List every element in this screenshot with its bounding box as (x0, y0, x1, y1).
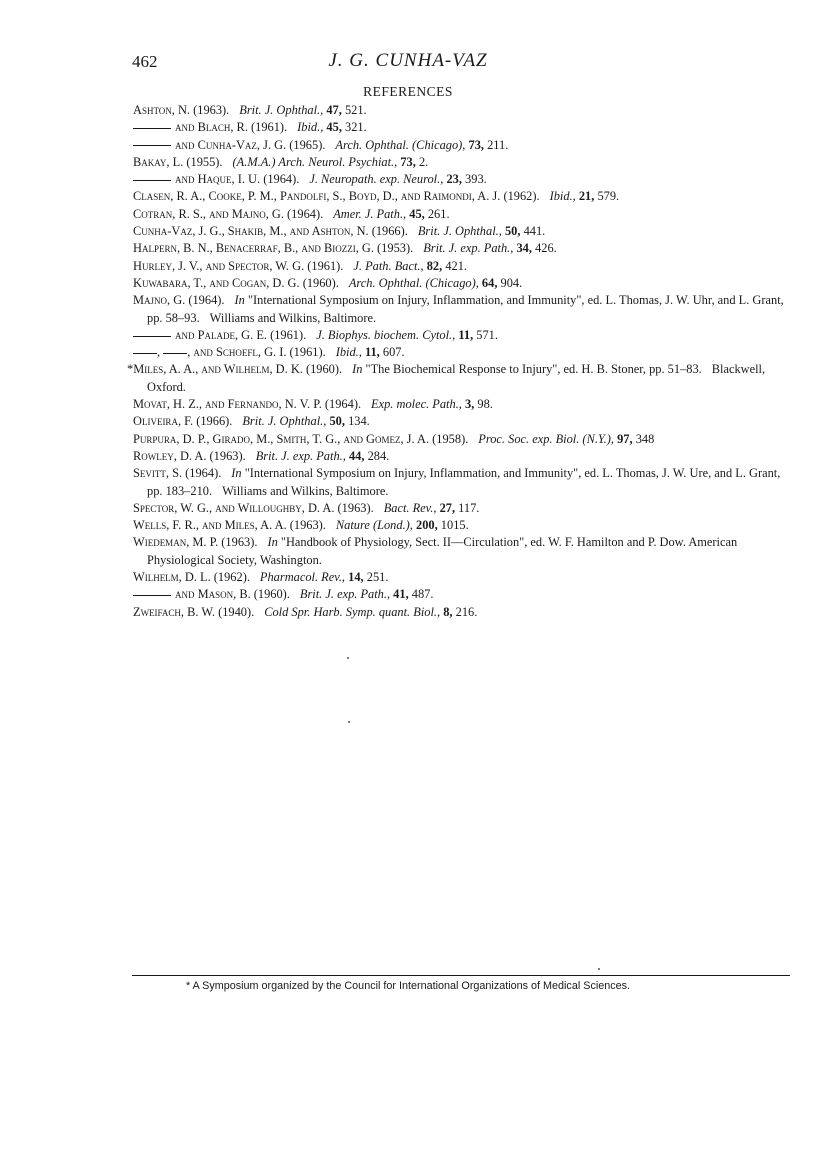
reference-item: Oliveira, F. (1966). Brit. J. Ophthal., 50, 134. (133, 414, 370, 429)
reference-item: Wilhelm, D. L. (1962). Pharmacol. Rev., 14, 251. (133, 570, 389, 585)
reference-item: and Mason, B. (1960). Brit. J. exp. Path., 41, 487. (133, 586, 793, 603)
running-head: J. G. CUNHA-VAZ (328, 50, 488, 71)
footnote-marker: * (127, 362, 134, 377)
reference-item: and Cunha-Vaz, J. G. (1965). Arch. Ophthal. (Chicago), 73, 211. (133, 137, 793, 154)
reference-item: Hurley, J. V., and Spector, W. G. (1961). J. Path. Bact., 82, 421. (133, 258, 468, 273)
reference-item: , , and Schoefl, G. I. (1961). Ibid., 11, 607. (133, 344, 793, 361)
reference-list (127, 102, 793, 621)
reference-item: Rowley, D. A. (1963). Brit. J. exp. Path., 44, 284. (133, 448, 390, 463)
footnote (0, 980, 816, 992)
reference-item: Purpura, D. P., Girado, M., Smith, T. G., and Gomez, J. A. (1958). Proc. Soc. exp. Biol. (N.Y.), 97, 348 (133, 431, 655, 446)
reference-item: *Miles, A. A., and Wilhelm, D. K. (1960). In "The Biochemical Response to Injury", ed. H. B. Stoner, pp. 51–83. Blackwell, Oxford. (127, 362, 769, 394)
reference-item: and Haque, I. U. (1964). J. Neuropath. exp. Neurol., 23, 393. (133, 171, 793, 188)
references-heading: REFERENCES (363, 84, 453, 99)
reference-item: Clasen, R. A., Cooke, P. M., Pandolfi, S., Boyd, D., and Raimondi, A. J. (1962). Ibid., 21, 579. (133, 189, 620, 204)
reference-item: and Blach, R. (1961). Ibid., 45, 321. (133, 119, 793, 136)
reference-item: Cotran, R. S., and Majno, G. (1964). Amer. J. Path., 45, 261. (133, 206, 450, 221)
ditto-rule (133, 595, 171, 596)
reference-item: Sevitt, S. (1964). In "International Symposium on Injury, Inflammation, and Immunity", ed. L. Thomas, J. W. Ure, and L. Grant, pp. 183–210. Williams and Wilkins, Baltimore. (133, 466, 784, 498)
scan-speck (348, 721, 350, 723)
reference-item: and Palade, G. E. (1961). J. Biophys. biochem. Cytol., 11, 571. (133, 327, 793, 344)
ditto-rule (133, 145, 171, 146)
scan-speck (598, 968, 600, 970)
footnote-text: A Symposium organized by the Council for International Organizations of Medical Sciences. (192, 980, 631, 992)
ditto-rule (163, 353, 187, 354)
ditto-rule (133, 353, 157, 354)
reference-item: Kuwabara, T., and Cogan, D. G. (1960). Arch. Ophthal. (Chicago), 64, 904. (133, 275, 523, 290)
reference-item: Cunha-Vaz, J. G., Shakib, M., and Ashton, N. (1966). Brit. J. Ophthal., 50, 441. (133, 224, 546, 239)
reference-item: Spector, W. G., and Willoughby, D. A. (1963). Bact. Rev., 27, 117. (133, 500, 480, 515)
reference-item: Movat, H. Z., and Fernando, N. V. P. (1964). Exp. molec. Path., 3, 98. (133, 397, 493, 412)
ditto-rule (133, 336, 171, 337)
reference-item: Wells, F. R., and Miles, A. A. (1963). Nature (Lond.), 200, 1015. (133, 518, 469, 533)
reference-item: Wiedeman, M. P. (1963). In "Handbook of Physiology, Sect. II—Circulation", ed. W. F. Hamilton and P. Dow. American Physiological Society, Washington. (133, 535, 741, 567)
footnote-marker: * (185, 980, 191, 992)
reference-item: Zweifach, B. W. (1940). Cold Spr. Harb. Symp. quant. Biol., 8, 216. (133, 604, 478, 619)
reference-item: Majno, G. (1964). In "International Symposium on Injury, Inflammation, and Immunity", ed. L. Thomas, J. W. Uhr, and L. Grant, pp. 58–93. Williams and Wilkins, Baltimore. (133, 293, 787, 325)
reference-item: Ashton, N. (1963). Brit. J. Ophthal., 47, 521. (133, 103, 367, 117)
reference-item: Bakay, L. (1955). (A.M.A.) Arch. Neurol. Psychiat., 73, 2. (133, 154, 429, 169)
ditto-rule (133, 128, 171, 129)
ditto-rule (133, 180, 171, 181)
page-number: 462 (132, 52, 158, 71)
reference-item: Halpern, B. N., Benacerraf, B., and Biozzi, G. (1953). Brit. J. exp. Path., 34, 426. (133, 241, 557, 256)
scan-speck (347, 657, 349, 659)
footnote-rule (132, 975, 790, 976)
